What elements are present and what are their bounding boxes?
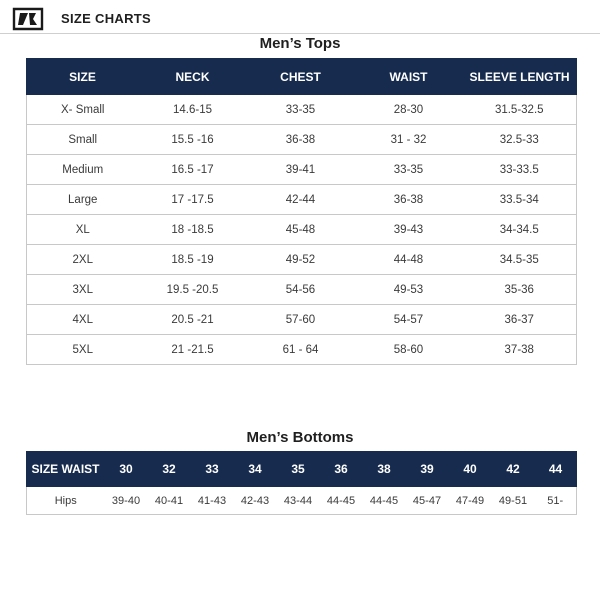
hips-cell: 40-41 [148, 487, 191, 515]
waist-cell: 39-43 [355, 215, 463, 245]
table-row [27, 155, 577, 185]
table-row [27, 185, 577, 215]
waist-size-header: 32 [148, 452, 191, 487]
sleeve-cell: 32.5-33 [463, 125, 577, 155]
page-header [0, 0, 600, 34]
table-row [27, 335, 577, 365]
cutter-buck-logo-icon[interactable] [9, 7, 47, 31]
waist-cell: 36-38 [355, 185, 463, 215]
chest-cell: 42-44 [247, 185, 355, 215]
waist-size-header: 44 [535, 452, 577, 487]
waist-cell: 33-35 [355, 155, 463, 185]
tops-header-row [27, 59, 577, 95]
bottoms-header-row [27, 452, 577, 487]
hips-cell: 41-43 [191, 487, 234, 515]
chest-cell: 49-52 [247, 245, 355, 275]
table-row [27, 95, 577, 125]
tops-size-table [26, 58, 577, 365]
size-cell: XL [27, 215, 139, 245]
chest-cell: 54-56 [247, 275, 355, 305]
table-row [27, 215, 577, 245]
table-row [27, 487, 577, 515]
waist-size-header: 35 [277, 452, 320, 487]
bottoms-size-table [26, 451, 577, 515]
hips-cell: 47-49 [449, 487, 492, 515]
table-row [27, 245, 577, 275]
chest-cell: 36-38 [247, 125, 355, 155]
waist-size-header: 34 [234, 452, 277, 487]
chest-cell: 33-35 [247, 95, 355, 125]
size-cell: 4XL [27, 305, 139, 335]
waist-cell: 58-60 [355, 335, 463, 365]
chest-cell: 61 - 64 [247, 335, 355, 365]
tops-section-title: Men’s Tops [259, 35, 341, 52]
tops-header-size: SIZE [27, 59, 139, 95]
chest-cell: 45-48 [247, 215, 355, 245]
size-cell: Medium [27, 155, 139, 185]
waist-size-header: 38 [363, 452, 406, 487]
neck-cell: 17 -17.5 [139, 185, 247, 215]
waist-cell: 54-57 [355, 305, 463, 335]
neck-cell: 18 -18.5 [139, 215, 247, 245]
neck-cell: 14.6-15 [139, 95, 247, 125]
table-row [27, 305, 577, 335]
waist-cell: 31 - 32 [355, 125, 463, 155]
sleeve-cell: 35-36 [463, 275, 577, 305]
neck-cell: 15.5 -16 [139, 125, 247, 155]
bottoms-header-size-waist: SIZE WAIST [27, 452, 105, 487]
size-cell: Small [27, 125, 139, 155]
size-cell: Large [27, 185, 139, 215]
neck-cell: 18.5 -19 [139, 245, 247, 275]
sleeve-cell: 37-38 [463, 335, 577, 365]
hips-cell: 51- [535, 487, 577, 515]
size-cell: 5XL [27, 335, 139, 365]
hips-cell: 44-45 [320, 487, 363, 515]
waist-size-header: 39 [406, 452, 449, 487]
waist-cell: 49-53 [355, 275, 463, 305]
size-cell: 3XL [27, 275, 139, 305]
waist-size-header: 36 [320, 452, 363, 487]
neck-cell: 21 -21.5 [139, 335, 247, 365]
chest-cell: 39-41 [247, 155, 355, 185]
sleeve-cell: 33-33.5 [463, 155, 577, 185]
hips-cell: 45-47 [406, 487, 449, 515]
waist-cell: 44-48 [355, 245, 463, 275]
hips-row-label: Hips [27, 487, 105, 515]
tops-header-neck: NECK [139, 59, 247, 95]
table-row [27, 125, 577, 155]
table-row [27, 275, 577, 305]
size-cell: 2XL [27, 245, 139, 275]
waist-cell: 28-30 [355, 95, 463, 125]
waist-size-header: 30 [105, 452, 148, 487]
sleeve-cell: 34.5-35 [463, 245, 577, 275]
hips-cell: 42-43 [234, 487, 277, 515]
header-title: SIZE CHARTS [61, 11, 151, 26]
hips-cell: 44-45 [363, 487, 406, 515]
tops-header-chest: CHEST [247, 59, 355, 95]
sleeve-cell: 33.5-34 [463, 185, 577, 215]
waist-size-header: 40 [449, 452, 492, 487]
tops-header-waist: WAIST [355, 59, 463, 95]
waist-size-header: 33 [191, 452, 234, 487]
sleeve-cell: 34-34.5 [463, 215, 577, 245]
sleeve-cell: 36-37 [463, 305, 577, 335]
neck-cell: 16.5 -17 [139, 155, 247, 185]
neck-cell: 19.5 -20.5 [139, 275, 247, 305]
hips-cell: 49-51 [492, 487, 535, 515]
sleeve-cell: 31.5-32.5 [463, 95, 577, 125]
tops-header-sleeve-length: SLEEVE LENGTH [463, 59, 577, 95]
chest-cell: 57-60 [247, 305, 355, 335]
waist-size-header: 42 [492, 452, 535, 487]
bottoms-section-title: Men’s Bottoms [246, 429, 354, 446]
hips-cell: 43-44 [277, 487, 320, 515]
size-cell: X- Small [27, 95, 139, 125]
hips-cell: 39-40 [105, 487, 148, 515]
neck-cell: 20.5 -21 [139, 305, 247, 335]
